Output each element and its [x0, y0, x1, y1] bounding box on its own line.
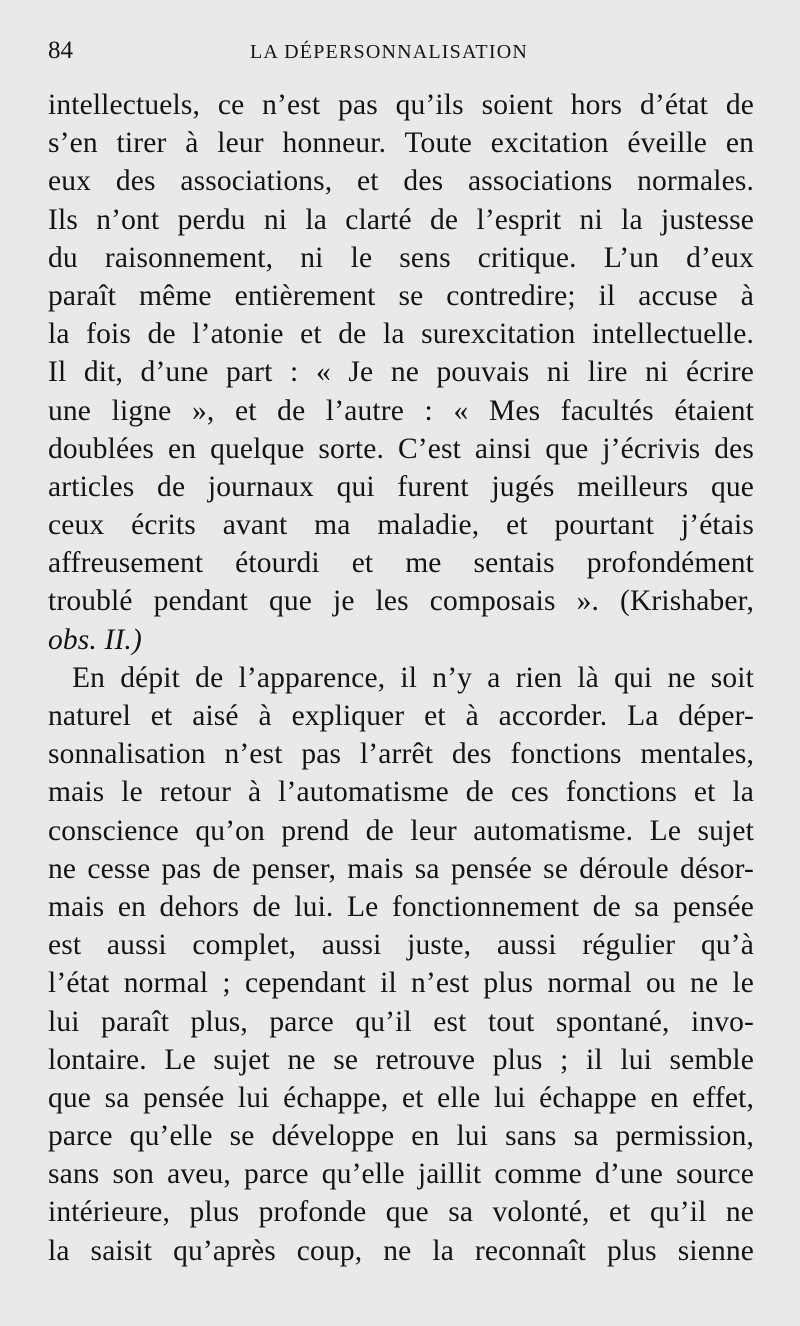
text-line: est aussi complet, aussi juste, aussi régulier qu’à	[48, 929, 754, 962]
text-line: l’état normal ; cependant il n’est plus normal ou ne le	[48, 967, 754, 1000]
text-line: sans son aveu, parce qu’elle jaillit comme d’une source	[48, 1158, 754, 1191]
body-text	[48, 86, 754, 1270]
text-line: eux des associations, et des associations normales.	[48, 165, 754, 198]
text-line: affreusement étourdi et me sentais profondément	[48, 547, 754, 580]
text-line: lui paraît plus, parce qu’il est tout spontané, invo-	[48, 1005, 754, 1038]
text-line: mais le retour à l’automatisme de ces fonctions et la	[48, 776, 754, 809]
citation-line: obs. II.)	[48, 623, 142, 656]
text-line: s’en tirer à leur honneur. Toute excitation éveille en	[48, 127, 754, 160]
text-line: doublées en quelque sorte. C’est ainsi que j’écrivis des	[48, 432, 754, 465]
text-line: la saisit qu’après coup, ne la reconnaît plus sienne	[48, 1234, 754, 1267]
text-line: mais en dehors de lui. Le fonctionnement de sa pensée	[48, 890, 754, 923]
text-line: sonnalisation n’est pas l’arrêt des fonctions mentales,	[48, 738, 754, 771]
text-line: articles de journaux qui furent jugés meilleurs que	[48, 470, 754, 503]
text-line: troublé pendant que je les composais ». (Krishaber,	[48, 585, 754, 618]
text-line: naturel et aisé à expliquer et à accorder. La déper-	[48, 700, 754, 732]
text-line: une ligne », et de l’autre : « Mes facultés étaient	[48, 394, 754, 427]
text-line: paraît même entièrement se contredire; il accuse à	[48, 279, 754, 312]
text-line: du raisonnement, ni le sens critique. L’un d’eux	[48, 241, 754, 274]
running-title: LA DÉPERSONNALISATION	[250, 41, 528, 63]
paragraph-start-line: En dépit de l’apparence, il n’y a rien là qui ne soit	[72, 661, 754, 694]
page-number: 84	[48, 37, 73, 64]
text-line: parce qu’elle se développe en lui sans sa permission,	[48, 1120, 754, 1153]
page-header	[48, 36, 758, 70]
text-line: que sa pensée lui échappe, et elle lui échappe en effet,	[48, 1081, 754, 1114]
text-line: intérieure, plus profonde que sa volonté, et qu’il ne	[48, 1196, 754, 1229]
text-line: lontaire. Le sujet ne se retrouve plus ; il lui semble	[48, 1043, 754, 1076]
text-line: Ils n’ont perdu ni la clarté de l’esprit ni la justesse	[48, 203, 754, 236]
text-line: la fois de l’atonie et de la surexcitation intellectuelle.	[48, 318, 754, 351]
text-line: intellectuels, ce n’est pas qu’ils soient hors d’état de	[48, 89, 754, 121]
text-line: ne cesse pas de penser, mais sa pensée se déroule désor-	[48, 852, 754, 885]
text-line: ceux écrits avant ma maladie, et pourtant j’étais	[48, 509, 754, 542]
text-line: Il dit, d’une part : « Je ne pouvais ni lire ni écrire	[48, 356, 754, 389]
text-line: conscience qu’on prend de leur automatisme. Le sujet	[48, 814, 754, 847]
